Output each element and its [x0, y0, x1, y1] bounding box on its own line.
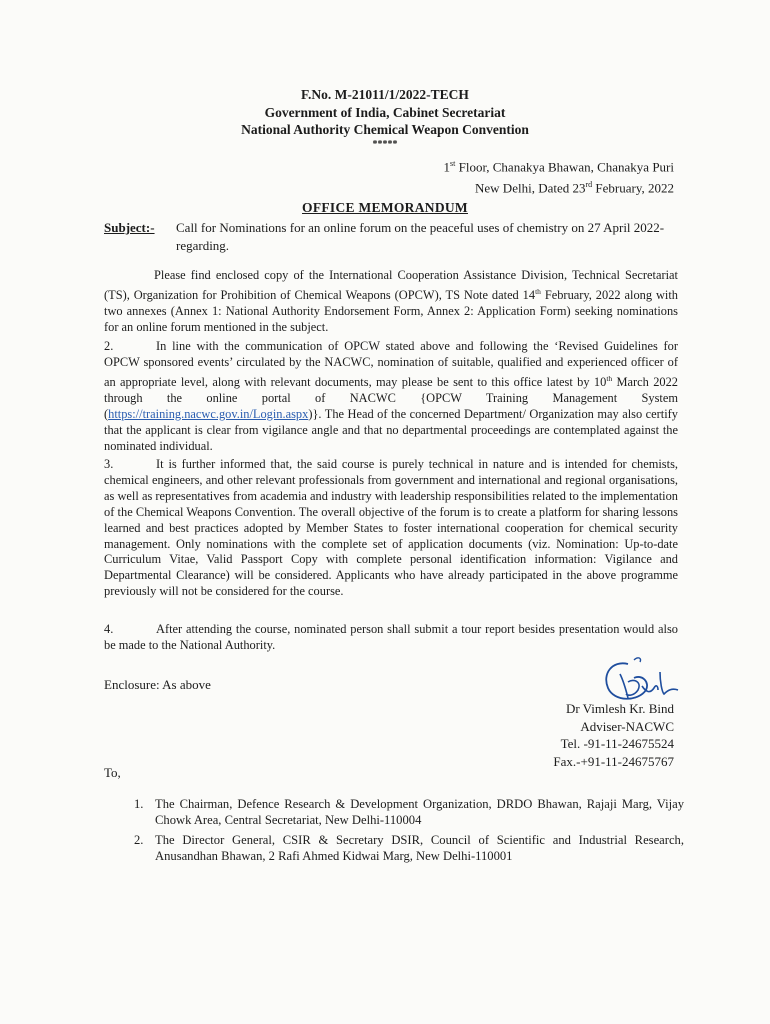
signatory-fax: Fax.-+91-11-24675767: [553, 753, 674, 769]
enclosure-note: Enclosure: As above: [104, 677, 211, 692]
training-portal-link[interactable]: https://training.nacwc.gov.in/Login.aspx: [108, 406, 309, 421]
authority-line: National Authority Chemical Weapon Convention: [241, 122, 529, 137]
file-number: F.No. M-21011/1/2022-TECH: [301, 87, 469, 102]
signatory-designation: Adviser-NACWC: [580, 718, 674, 734]
signatory-block: [553, 700, 674, 770]
addressee-list: [134, 796, 684, 868]
address-line-2: New Delhi, Dated 23rd February, 2022: [475, 180, 674, 196]
addressee-item: 2. The Director General, CSIR & Secretary DSIR, Council of Scientific and Industrial Research, Anusandhan Bhawan, 2 Rafi Ahmed Kidwai Marg, New Delhi-110001: [134, 833, 684, 863]
to-label: To,: [104, 765, 121, 780]
address-line-1: 1st Floor, Chanakya Bhawan, Chanakya Puri: [443, 159, 674, 175]
separator-stars: *****: [372, 139, 398, 150]
subject: [104, 219, 678, 255]
paragraph-3: 3. It is further informed that, the said course is purely technical in nature and is intended for chemists, chemical engineers, and other relevant professionals from government and international and regional organisations, as well as representatives from academia and industry with leadership responsibilities related to the implementation of the Chemical Weapons Convention. The overall objective of the forum is to create a platform for sharing lessons learned and best practices adopted by Member States to foster international cooperation for chemical security management. Only nominations with the complete set of application documents (viz. Nomination: Up-to-date Curriculum Vitae, Valid Passport Copy with complete personal identification information: Vigilance and Departmental Clearance) will be considered. Applicants who have already participated in the above programme previously will not be considered for the course.: [104, 457, 678, 599]
subject-text: Call for Nominations for an online forum on the peaceful uses of chemistry on 27 April 2022-regarding.: [176, 220, 665, 253]
office-address: [444, 155, 674, 198]
paragraph-1: Please find enclosed copy of the International Cooperation Assistance Division, Technical Secretariat (TS), Organization for Prohibition of Chemical Weapons (OPCW), TS Note dated 14th February, 2022 along with two annexes (Annex 1: National Authority Endorsement Form, Annex 2: Application Form) seeking nominations for an online forum mentioned in the subject.: [104, 268, 678, 334]
signatory-name: Dr Vimlesh Kr. Bind: [565, 701, 674, 716]
subject-label: Subject:-: [104, 220, 155, 235]
paragraph-4: 4. After attending the course, nominated person shall submit a tour report besides presentation would also be made to the National Authority.: [104, 622, 678, 652]
paragraph-2: 2. In line with the communication of OPCW stated above and following the ‘Revised Guidelines for OPCW sponsored events’ circulated by the NACWC, nomination of suitable, qualified and experienced officer of an appropriate level, along with relevant documents, may please be sent to this office latest by 10th March 2022 through the online portal of NACWC {OPCW Training Management System (https://training.nacwc.gov.in/Login.aspx)}. The Head of the concerned Department/ Organization may also certify that the applicant is clear from vigilance angle and that no departmental proceedings are contemplated against the nominated individual.: [104, 339, 678, 453]
memo-title: OFFICE MEMORANDUM: [302, 200, 468, 215]
signatory-tel: Tel. -91-11-24675524: [560, 736, 674, 751]
government-line: Government of India, Cabinet Secretariat: [264, 105, 506, 120]
addressee-item: 1. The Chairman, Defence Research & Development Organization, DRDO Bhawan, Rajaji Marg, Vijay Chowk Area, Central Secretariat, New Delhi-110004: [134, 797, 684, 827]
